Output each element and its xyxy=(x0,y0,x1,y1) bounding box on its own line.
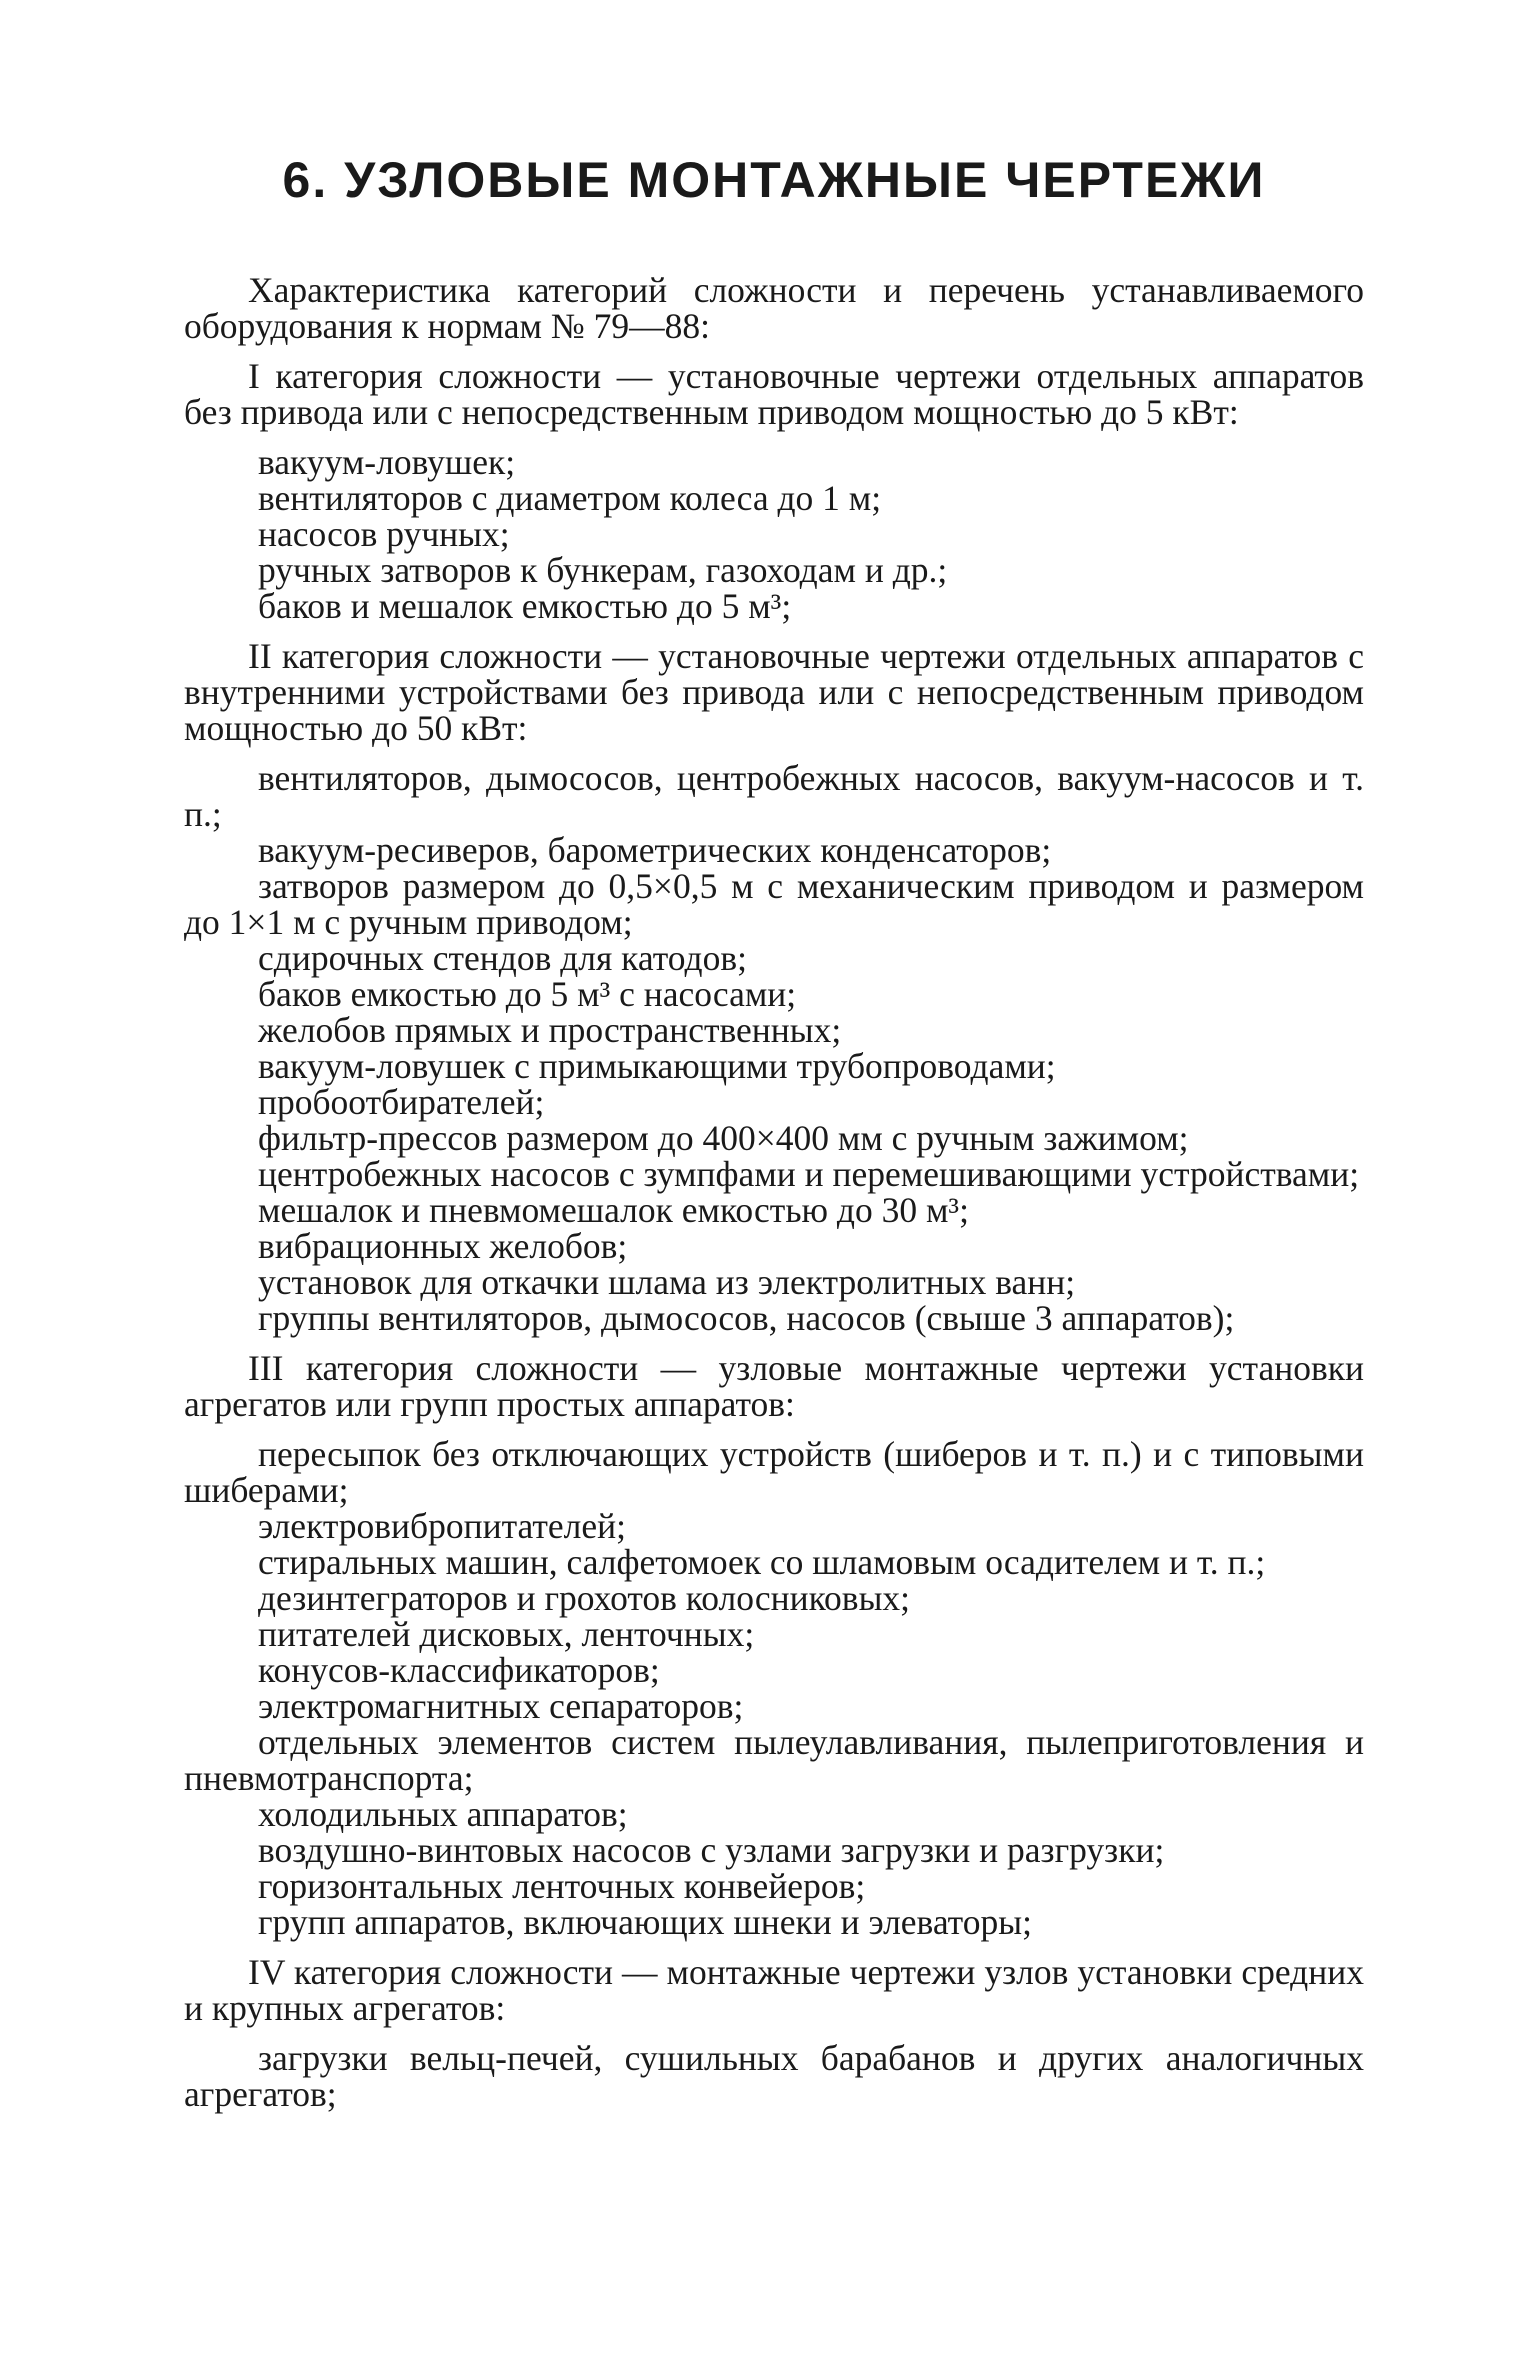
category-1-heading: I категория сложности — установочные чертежи отдельных аппаратов без привода или с непосредственным приводом мощностью до 5 кВт: xyxy=(184,356,1364,432)
list-item: баков емкостью до 5 м³ с насосами; xyxy=(258,974,797,1014)
list-item: затворов размером до 0,5×0,5 м с механическим приводом и размером до 1×1 м с ручным приводом; xyxy=(184,866,1364,942)
category-3-items xyxy=(184,1436,1364,1940)
list-item: насосов ручных; xyxy=(258,514,510,554)
category-4-items xyxy=(184,2040,1364,2112)
list-item: конусов-классификаторов; xyxy=(258,1650,660,1690)
list-item: групп аппаратов, включающих шнеки и элеваторы; xyxy=(258,1902,1032,1942)
list-item: электровибропитателей; xyxy=(258,1506,627,1546)
document-page xyxy=(184,150,1364,2126)
list-item: вакуум-ловушек с примыкающими трубопроводами; xyxy=(258,1046,1056,1086)
list-item: вентиляторов, дымососов, центробежных насосов, вакуум-насосов и т. п.; xyxy=(184,758,1364,834)
list-item: вентиляторов с диаметром колеса до 1 м; xyxy=(258,478,882,518)
list-item: питателей дисковых, ленточных; xyxy=(258,1614,755,1654)
list-item: мешалок и пневмомешалок емкостью до 30 м³; xyxy=(258,1190,969,1230)
list-item: загрузки вельц-печей, сушильных барабанов и других аналогичных агрегатов; xyxy=(184,2038,1364,2114)
category-2-items xyxy=(184,760,1364,1336)
list-item: вакуум-ловушек; xyxy=(258,442,516,482)
category-2-heading: II категория сложности — установочные чертежи отдельных аппаратов с внутренними устройствами без привода или с непосредственным приводом мощностью до 50 кВт: xyxy=(184,636,1364,748)
list-item: пробоотбирателей; xyxy=(258,1082,545,1122)
list-item: холодильных аппаратов; xyxy=(258,1794,628,1834)
list-item: сдирочных стендов для катодов; xyxy=(258,938,747,978)
category-4-heading: IV категория сложности — монтажные чертежи узлов установки средних и крупных агрегатов: xyxy=(184,1952,1364,2028)
list-item: ручных затворов к бункерам, газоходам и др.; xyxy=(258,550,948,590)
list-item: центробежных насосов с зумпфами и перемешивающими устройствами; xyxy=(258,1154,1360,1194)
intro-paragraph: Характеристика категорий сложности и перечень устанавливаемого оборудования к нормам № 79—88: xyxy=(184,270,1364,346)
list-item: фильтр-прессов размером до 400×400 мм с ручным зажимом; xyxy=(258,1118,1189,1158)
section-title: 6. УЗЛОВЫЕ МОНТАЖНЫЕ ЧЕРТЕЖИ xyxy=(282,152,1266,208)
list-item: вакуум-ресиверов, барометрических конденсаторов; xyxy=(258,830,1052,870)
list-item: воздушно-винтовых насосов с узлами загрузки и разгрузки; xyxy=(258,1830,1165,1870)
list-item: электромагнитных сепараторов; xyxy=(258,1686,744,1726)
list-item: дезинтеграторов и грохотов колосниковых; xyxy=(258,1578,911,1618)
category-3-heading: III категория сложности — узловые монтажные чертежи установки агрегатов или групп простых аппаратов: xyxy=(184,1348,1364,1424)
list-item: желобов прямых и пространственных; xyxy=(258,1010,842,1050)
list-item: баков и мешалок емкостью до 5 м³; xyxy=(258,586,792,626)
list-item: горизонтальных ленточных конвейеров; xyxy=(258,1866,866,1906)
category-1-items xyxy=(184,444,1364,624)
list-item: пересыпок без отключающих устройств (шиберов и т. п.) и с типовыми шиберами; xyxy=(184,1434,1364,1510)
list-item: группы вентиляторов, дымососов, насосов (свыше 3 аппаратов); xyxy=(258,1298,1235,1338)
list-item: вибрационных желобов; xyxy=(258,1226,628,1266)
list-item: отдельных элементов систем пылеулавливания, пылеприготовления и пневмотранспорта; xyxy=(184,1722,1364,1798)
list-item: установок для откачки шлама из электролитных ванн; xyxy=(258,1262,1076,1302)
list-item: стиральных машин, салфетомоек со шламовым осадителем и т. п.; xyxy=(258,1542,1266,1582)
